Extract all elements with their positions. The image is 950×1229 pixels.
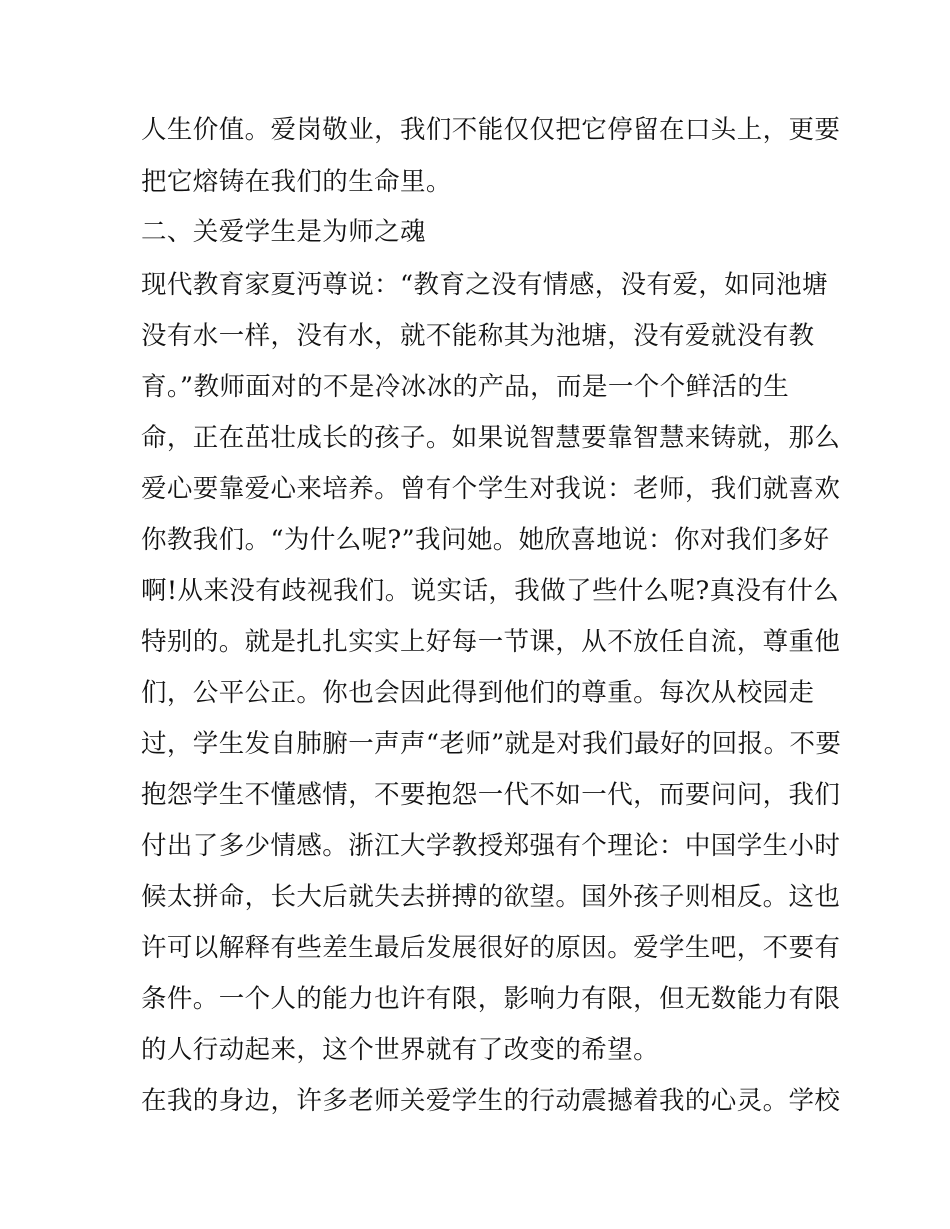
text-line-19: 的人行动起来，这个世界就有了改变的希望。	[141, 1035, 660, 1065]
text-line-7: 命，正在茁壮成长的孩子。如果说智慧要靠智慧来铸就，那么	[141, 423, 841, 453]
text-line-14: 抱怨学生不懂感情，不要抱怨一代不如一代，而要问问，我们	[141, 780, 841, 810]
text-line-18: 条件。一个人的能力也许有限，影响力有限，但无数能力有限	[141, 984, 841, 1014]
text-line-15: 付出了多少情感。浙江大学教授郑强有个理论：中国学生小时	[141, 831, 841, 861]
text-line-13: 过，学生发自肺腑一声声“老师”就是对我们最好的回报。不要	[141, 729, 842, 759]
text-line-20: 在我的身边，许多老师关爱学生的行动震撼着我的心灵。学校	[141, 1086, 841, 1116]
text-line-5: 没有水一样，没有水，就不能称其为池塘，没有爱就没有教	[141, 321, 815, 351]
text-line-1: 人生价值。爱岗敬业，我们不能仅仅把它停留在口头上，更要	[141, 115, 841, 145]
text-line-2: 把它熔铸在我们的生命里。	[141, 167, 452, 197]
text-line-12: 们，公平公正。你也会因此得到他们的尊重。每次从校园走	[141, 678, 815, 708]
text-line-16: 候太拼命，长大后就失去拼搏的欲望。国外孩子则相反。这也	[141, 882, 841, 912]
text-line-4: 现代教育家夏沔尊说：“教育之没有情感，没有爱，如同池塘	[141, 270, 828, 300]
text-line-6: 育。”教师面对的不是冷冰冰的产品，而是一个个鲜活的生	[141, 372, 790, 402]
text-line-17: 许可以解释有些差生最后发展很好的原因。爱学生吧，不要有	[141, 933, 841, 963]
text-line-10: 啊!从来没有歧视我们。说实话，我做了些什么呢?真没有什么	[141, 576, 840, 606]
text-line-8: 爱心要靠爱心来培养。曾有个学生对我说：老师，我们就喜欢	[141, 474, 841, 504]
text-line-9: 你教我们。“为什么呢?”我问她。她欣喜地说：你对我们多好	[141, 525, 830, 555]
text-line-11: 特别的。就是扎扎实实上好每一节课，从不放任自流，尊重他	[141, 627, 841, 657]
section-heading: 二、关爱学生是为师之魂	[141, 217, 426, 247]
